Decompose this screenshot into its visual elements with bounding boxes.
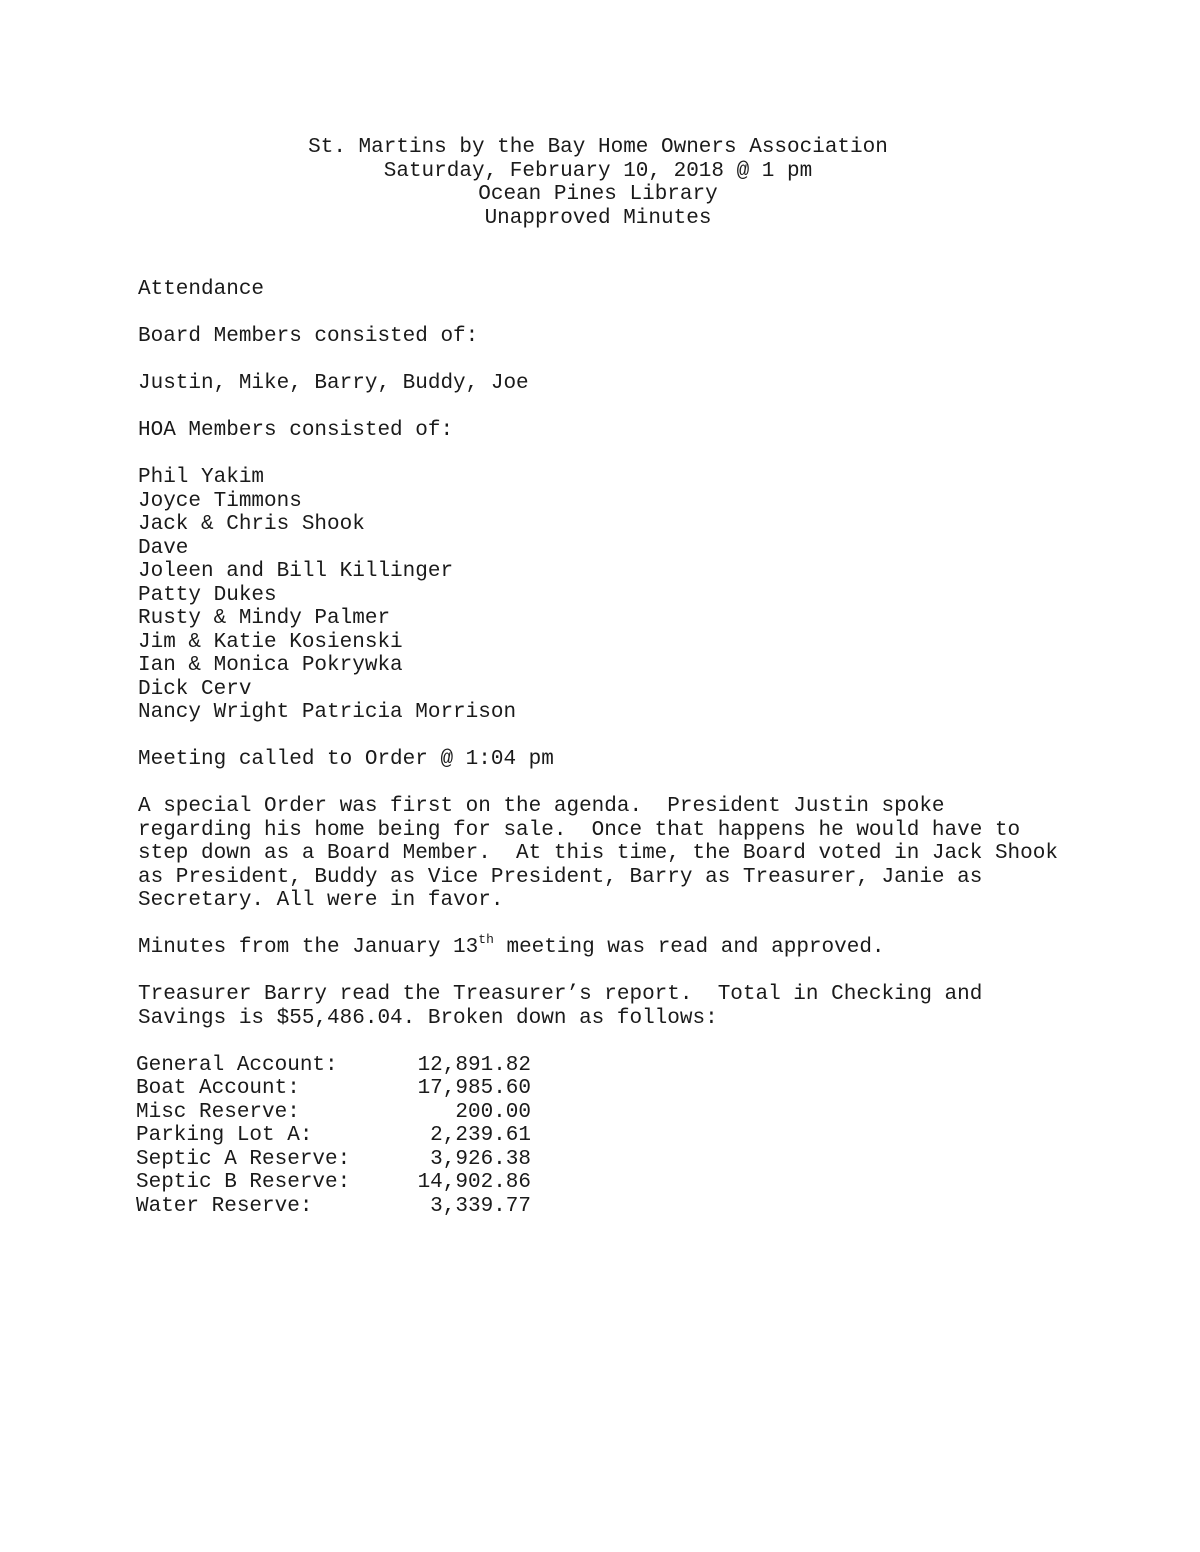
account-amount: 3,926.38 — [430, 1147, 531, 1171]
list-item: Dick Cerv — [138, 677, 252, 701]
list-item: Jim & Katie Kosienski — [138, 630, 403, 654]
table-row — [136, 1124, 531, 1148]
treasurer-report: Treasurer Barry read the Treasurer’s report. Total in Checking and Savings is $55,486.04. Broken down as follows: — [138, 983, 995, 1030]
account-amount: 17,985.60 — [417, 1077, 531, 1100]
table-row — [136, 1148, 531, 1172]
account-name: Septic B Reserve: — [136, 1171, 351, 1194]
table-row — [136, 1077, 531, 1101]
hoa-members-intro: HOA Members consisted of: — [138, 419, 454, 442]
account-amount: 14,902.86 — [417, 1171, 531, 1194]
list-item: Ian & Monica Pokrywka — [138, 654, 403, 677]
meeting-date: Saturday, February 10, 2018 @ 1 pm — [383, 159, 813, 183]
table-row — [136, 1171, 531, 1195]
account-amount: 12,891.82 — [417, 1053, 531, 1077]
list-item: Phil Yakim — [138, 466, 265, 489]
account-amount: 200.00 — [455, 1100, 531, 1124]
minutes-text-after: meeting was read and approved. — [493, 936, 885, 959]
ordinal-suffix: th — [478, 932, 494, 947]
board-members-intro: Board Members consisted of: — [138, 325, 479, 348]
list-item: Dave — [138, 536, 189, 560]
account-name: Parking Lot A: — [136, 1124, 313, 1147]
call-to-order: Meeting called to Order @ 1:04 pm — [138, 748, 554, 771]
table-row — [136, 1101, 531, 1125]
hoa-members-list — [138, 466, 1068, 725]
document-header — [0, 136, 1200, 230]
account-name: General Account: — [136, 1053, 338, 1077]
association-name: St. Martins by the Bay Home Owners Association — [308, 136, 888, 159]
account-name: Septic A Reserve: — [136, 1147, 351, 1171]
account-name: Misc Reserve: — [136, 1100, 300, 1124]
list-item: Nancy Wright Patricia Morrison — [138, 701, 517, 724]
attendance-heading: Attendance — [138, 278, 265, 301]
board-members-list: Justin, Mike, Barry, Buddy, Joe — [138, 372, 529, 395]
account-name: Water Reserve: — [136, 1194, 313, 1218]
table-row — [136, 1054, 531, 1078]
list-item: Jack & Chris Shook — [138, 513, 365, 536]
list-item: Patty Dukes — [138, 583, 277, 607]
account-name: Boat Account: — [136, 1077, 300, 1100]
special-order-paragraph: A special Order was first on the agenda. President Justin spoke regarding his home being for sale. Once that happens he would have to step down as a Board Member. At this time, the Board voted in Jack Shook as President, Buddy as Vice President, Barry as Treasurer, Janie as Secretary. All were in favor. — [138, 795, 1071, 912]
table-row — [136, 1195, 531, 1219]
account-amount: 2,239.61 — [430, 1124, 531, 1147]
document-status: Unapproved Minutes — [484, 206, 712, 230]
document-body — [136, 278, 1071, 1218]
account-amount: 3,339.77 — [430, 1194, 531, 1218]
list-item: Joleen and Bill Killinger — [138, 560, 454, 583]
minutes-text-before: Minutes from the January 13 — [138, 936, 479, 959]
list-item: Joyce Timmons — [138, 489, 302, 513]
list-item: Rusty & Mindy Palmer — [138, 607, 391, 630]
minutes-approval — [138, 932, 1068, 960]
meeting-location: Ocean Pines Library — [478, 183, 718, 206]
accounts-table — [136, 1054, 531, 1219]
